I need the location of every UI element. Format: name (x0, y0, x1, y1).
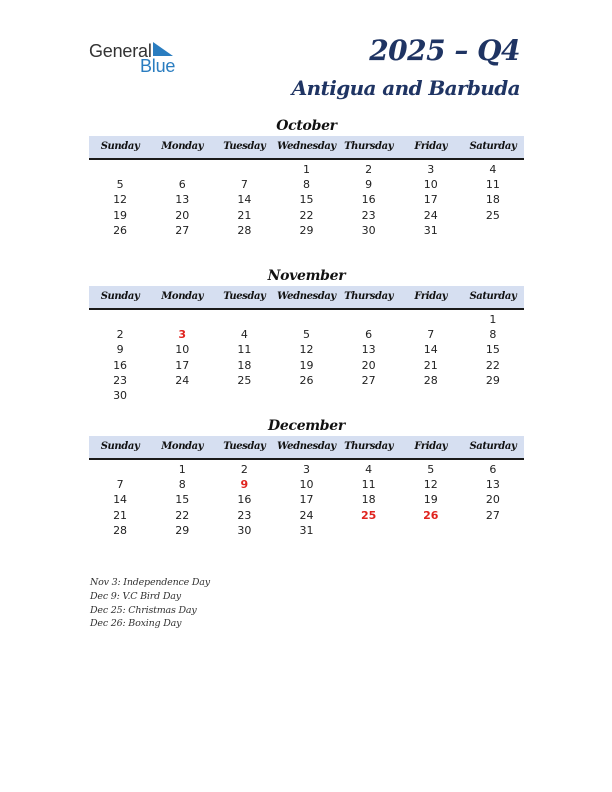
day-cell: 13 (485, 478, 500, 492)
day-cell: 13 (175, 193, 190, 207)
day-cell: 21 (423, 358, 438, 372)
day-cell: 26 (299, 373, 314, 387)
month-october (89, 116, 524, 238)
day-cell: 24 (299, 508, 314, 522)
day-cell: 29 (175, 523, 190, 537)
weekday-label: Friday (414, 141, 448, 152)
day-cell: 6 (178, 178, 186, 192)
day-cell: 2 (240, 463, 248, 476)
day-cell: 16 (237, 493, 252, 507)
day-cell: 27 (175, 223, 190, 237)
weekday-label: Wednesday (277, 291, 336, 302)
weekday-label: Friday (414, 291, 448, 302)
holiday-note: Dec 25: Christmas Day (90, 604, 197, 616)
brand-logo (89, 40, 189, 76)
day-cell: 3 (302, 463, 310, 476)
day-cell: 1 (178, 463, 186, 476)
holiday-note: Nov 3: Independence Day (90, 577, 210, 588)
day-cell: 4 (240, 328, 248, 342)
day-cell: 18 (485, 193, 500, 207)
day-cell: 30 (361, 223, 376, 237)
month-december (89, 416, 524, 538)
weekday-label: Thursday (344, 141, 394, 152)
day-cell: 28 (237, 223, 252, 237)
weekday-label: Monday (161, 441, 204, 452)
weekday-header (89, 436, 524, 460)
month-november (89, 266, 524, 403)
day-cell: 17 (299, 493, 314, 507)
day-cell: 20 (361, 358, 376, 372)
day-cell: 9 (240, 478, 249, 492)
day-cell: 23 (361, 208, 376, 222)
holiday-note: Dec 26: Boxing Day (90, 618, 182, 630)
weekday-label: Tuesday (223, 441, 266, 452)
weekday-label: Wednesday (277, 141, 336, 152)
day-cell: 21 (113, 508, 128, 522)
day-cell: 30 (113, 388, 128, 402)
month-title: November (267, 268, 346, 284)
empty-cell (151, 162, 213, 177)
weekday-label: Thursday (344, 291, 394, 302)
day-cell: 22 (175, 508, 190, 522)
day-cell: 9 (365, 178, 373, 192)
day-cell: 27 (485, 508, 500, 522)
day-cell: 12 (423, 478, 438, 492)
weekday-header (89, 136, 524, 160)
day-grid (89, 312, 524, 403)
day-cell: 4 (489, 163, 497, 176)
day-cell: 11 (237, 343, 252, 357)
weekday-label: Thursday (344, 441, 394, 452)
day-cell: 14 (113, 493, 128, 507)
day-cell: 28 (423, 373, 438, 387)
day-cell: 11 (485, 178, 500, 192)
logo-word-blue: Blue (140, 56, 176, 76)
day-cell: 9 (116, 343, 124, 357)
empty-cell (338, 312, 400, 327)
empty-cell (89, 162, 151, 177)
weekday-label: Tuesday (223, 291, 266, 302)
day-cell: 29 (485, 373, 500, 387)
day-cell: 24 (175, 373, 190, 387)
month-title: October (276, 118, 337, 134)
day-cell: 11 (361, 478, 376, 492)
day-cell: 8 (489, 328, 497, 342)
logo-word-general: General (89, 41, 152, 61)
day-cell: 10 (175, 343, 190, 357)
weekday-label: Saturday (469, 441, 517, 452)
day-cell: 2 (365, 163, 373, 176)
holiday-notes (90, 576, 210, 631)
day-grid (89, 462, 524, 538)
day-cell: 15 (175, 493, 190, 507)
day-cell: 16 (113, 358, 128, 372)
empty-cell (213, 162, 275, 177)
day-cell: 18 (361, 493, 376, 507)
empty-cell (89, 312, 151, 327)
day-cell: 1 (489, 313, 497, 326)
weekday-label: Saturday (469, 291, 517, 302)
logo-triangle-icon (153, 42, 175, 58)
day-cell: 22 (299, 208, 314, 222)
weekday-label: Sunday (100, 291, 140, 302)
empty-cell (151, 312, 213, 327)
day-cell: 10 (299, 478, 314, 492)
day-cell: 13 (361, 343, 376, 357)
day-cell: 15 (485, 343, 500, 357)
day-cell: 31 (299, 523, 314, 537)
day-cell: 25 (360, 508, 377, 522)
weekday-label: Sunday (100, 441, 140, 452)
day-cell: 28 (113, 523, 128, 537)
day-cell: 23 (237, 508, 252, 522)
empty-cell (213, 312, 275, 327)
day-cell: 22 (485, 358, 500, 372)
day-cell: 6 (365, 328, 373, 342)
weekday-label: Wednesday (277, 441, 336, 452)
day-cell: 31 (423, 223, 438, 237)
day-cell: 14 (423, 343, 438, 357)
weekday-label: Friday (414, 441, 448, 452)
page-subtitle: Antigua and Barbuda (291, 76, 520, 100)
day-cell: 7 (116, 478, 124, 492)
day-cell: 17 (423, 193, 438, 207)
day-cell: 18 (237, 358, 252, 372)
day-cell: 8 (302, 178, 310, 192)
weekday-label: Tuesday (223, 141, 266, 152)
weekday-label: Monday (161, 291, 204, 302)
day-cell: 19 (113, 208, 128, 222)
day-cell: 5 (427, 463, 435, 476)
weekday-label: Saturday (469, 141, 517, 152)
day-cell: 23 (113, 373, 128, 387)
day-cell: 26 (113, 223, 128, 237)
day-cell: 20 (485, 493, 500, 507)
day-cell: 17 (175, 358, 190, 372)
day-cell: 3 (178, 328, 187, 342)
empty-cell (400, 312, 462, 327)
weekday-label: Monday (161, 141, 204, 152)
day-cell: 2 (116, 328, 124, 342)
day-cell: 4 (365, 463, 373, 476)
day-cell: 5 (116, 178, 124, 192)
day-cell: 16 (361, 193, 376, 207)
day-cell: 25 (485, 208, 500, 222)
day-cell: 30 (237, 523, 252, 537)
day-cell: 14 (237, 193, 252, 207)
day-cell: 10 (423, 178, 438, 192)
day-cell: 24 (423, 208, 438, 222)
weekday-header (89, 286, 524, 310)
weekday-label: Sunday (100, 141, 140, 152)
day-cell: 1 (302, 163, 310, 176)
day-cell: 8 (178, 478, 186, 492)
day-cell: 29 (299, 223, 314, 237)
day-cell: 27 (361, 373, 376, 387)
day-cell: 25 (237, 373, 252, 387)
day-cell: 12 (299, 343, 314, 357)
day-cell: 6 (489, 463, 497, 476)
day-cell: 26 (423, 508, 439, 522)
empty-cell (275, 312, 337, 327)
holiday-note: Dec 9: V.C Bird Day (90, 590, 181, 602)
day-cell: 7 (427, 328, 435, 342)
day-grid (89, 162, 524, 238)
day-cell: 19 (423, 493, 438, 507)
day-cell: 19 (299, 358, 314, 372)
page-title: 2025 – Q4 (369, 34, 520, 67)
month-title: December (268, 418, 345, 434)
day-cell: 21 (237, 208, 252, 222)
day-cell: 5 (302, 328, 310, 342)
day-cell: 3 (427, 163, 435, 176)
day-cell: 7 (240, 178, 248, 192)
day-cell: 20 (175, 208, 190, 222)
day-cell: 15 (299, 193, 314, 207)
day-cell: 12 (113, 193, 128, 207)
empty-cell (89, 462, 151, 477)
